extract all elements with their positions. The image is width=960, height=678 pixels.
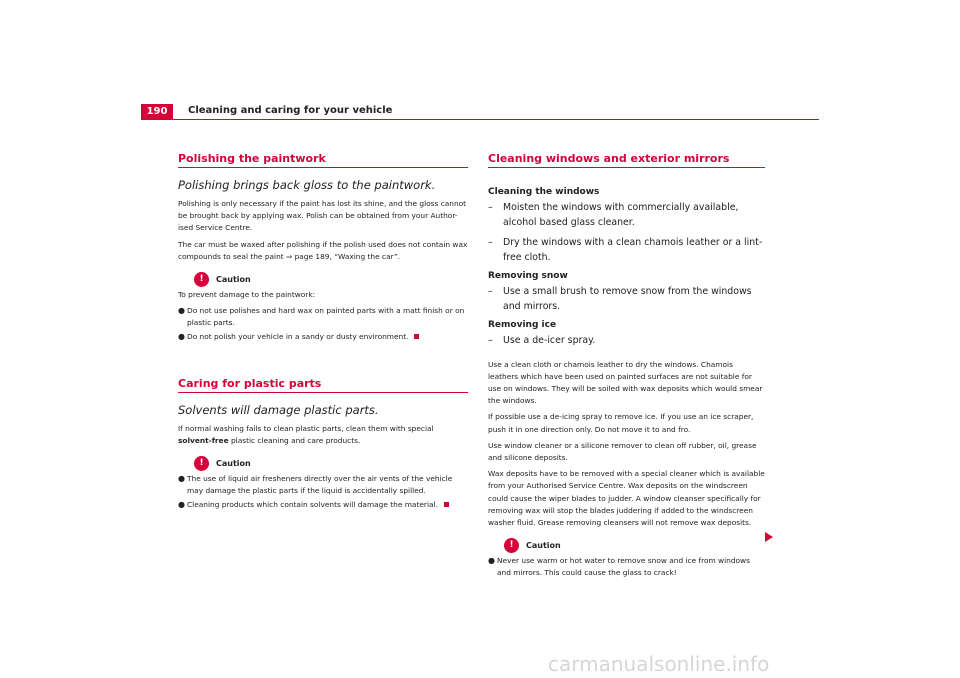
dash-marker: –: [488, 286, 493, 297]
caution-icon: !: [195, 457, 208, 470]
bullet-text: The use of liquid air fresheners directly over the air vents of the vehicle may damage the plastic parts if the liquid is accidentally spilled.: [187, 474, 453, 496]
step-item: [488, 236, 765, 265]
plastic-paragraph-1: If normal washing fails to clean plastic parts, clean them with special solvent-free plastic cleaning and care products.: [178, 423, 434, 446]
dash-marker: –: [488, 335, 493, 346]
windows-paragraph-3: Use window cleaner or a silicone remover to clean off rubber, oil, grease and silicone deposits.: [488, 440, 757, 462]
caution-heading: [488, 539, 765, 552]
caution-heading: [178, 457, 468, 470]
windows-paragraph-2: If possible use a de-icing spray to remove ice. If you use an ice scraper, push it in one direction only. Do not move it to and fro.: [488, 412, 754, 434]
step-item: [488, 334, 765, 349]
step-text: Use a small brush to remove snow from the windows and mirrors.: [503, 286, 752, 312]
caution-bullet: [178, 331, 468, 343]
ice-heading: Removing ice: [488, 320, 557, 330]
page-number: 190: [141, 104, 173, 120]
caution-label: Caution: [216, 459, 251, 469]
polishing-paragraph-2: The car must be waxed after polishing if the polish used does not contain wax compounds to seal the paint ⇒ page 189, “Waxing the car”.: [178, 239, 468, 261]
caution-label: Caution: [216, 275, 251, 285]
windows-heading: Cleaning the windows: [488, 187, 600, 197]
continue-arrow-icon: [765, 532, 773, 542]
polishing-paragraph-1: Polishing is only necessary if the paint has lost its shine, and the gloss cannot be brought back by applying wax. Polish can be obtained from your Author-ised Service Centre.: [178, 199, 467, 233]
bullet-text: Never use warm or hot water to remove snow and ice from windows and mirrors. This could cause the glass to crack!: [497, 556, 750, 578]
header-rule: [173, 119, 819, 120]
bullet-icon: ●: [178, 499, 185, 509]
section-polishing: [178, 152, 468, 343]
chapter-title: Cleaning and caring for your vehicle: [188, 105, 393, 116]
step-item: [488, 285, 765, 314]
section-subtitle-polishing: Polishing brings back gloss to the paintwork.: [178, 178, 436, 192]
dash-marker: –: [488, 202, 493, 213]
section-title-polishing: Polishing the paintwork: [178, 152, 468, 168]
step-text: Dry the windows with a clean chamois leather or a lint-free cloth.: [503, 237, 763, 263]
bullet-icon: ●: [178, 331, 185, 341]
bullet-icon: ●: [178, 306, 185, 316]
step-item: [488, 201, 765, 230]
bullet-icon: ●: [178, 474, 185, 484]
caution-bullet: [178, 499, 468, 511]
caution-bullet: [178, 305, 468, 329]
caution-icon: !: [505, 539, 518, 552]
section-end-icon: [414, 334, 419, 339]
bullet-icon: ●: [488, 556, 495, 566]
step-text: Use a de-icer spray.: [503, 335, 596, 346]
section-end-icon: [444, 502, 449, 507]
snow-heading: Removing snow: [488, 271, 568, 281]
caution-intro: To prevent damage to the paintwork:: [178, 290, 316, 300]
bullet-text: Do not use polishes and hard wax on painted parts with a matt finish or on plastic parts.: [187, 306, 465, 328]
step-text: Moisten the windows with commercially available, alcohol based glass cleaner.: [503, 202, 739, 228]
section-title-plastic: Caring for plastic parts: [178, 377, 468, 393]
caution-icon: !: [195, 273, 208, 286]
right-column: [488, 152, 765, 581]
dash-marker: –: [488, 237, 493, 248]
caution-label: Caution: [526, 541, 561, 551]
bullet-text: Do not polish your vehicle in a sandy or dusty environment.: [187, 331, 419, 343]
caution-bullet: [178, 473, 468, 497]
windows-paragraph-4: Wax deposits have to be removed with a special cleaner which is available from your Authorised Service Centre. Wax deposits on the windscreen could cause the wiper blades to judder. A window cleanser specifically for removing wax will stop the blades juddering if added to the windscreen washer fluid. Grease removing cleansers will not remove wax deposits.: [488, 469, 765, 527]
section-title-windows: Cleaning windows and exterior mirrors: [488, 152, 765, 168]
bullet-text: Cleaning products which contain solvents will damage the material.: [187, 499, 449, 511]
windows-paragraph-1: Use a clean cloth or chamois leather to dry the windows. Chamois leathers which have been used on painted surfaces are not suitable for use on windows. They will be soiled with wax deposits which would smear the windows.: [488, 359, 763, 406]
watermark: carmanualsonline.info: [548, 652, 770, 676]
section-subtitle-plastic: Solvents will damage plastic parts.: [178, 402, 379, 417]
caution-heading: [178, 273, 468, 286]
left-column: [178, 152, 468, 512]
section-plastic: [178, 377, 468, 511]
caution-bullet: [488, 555, 765, 579]
